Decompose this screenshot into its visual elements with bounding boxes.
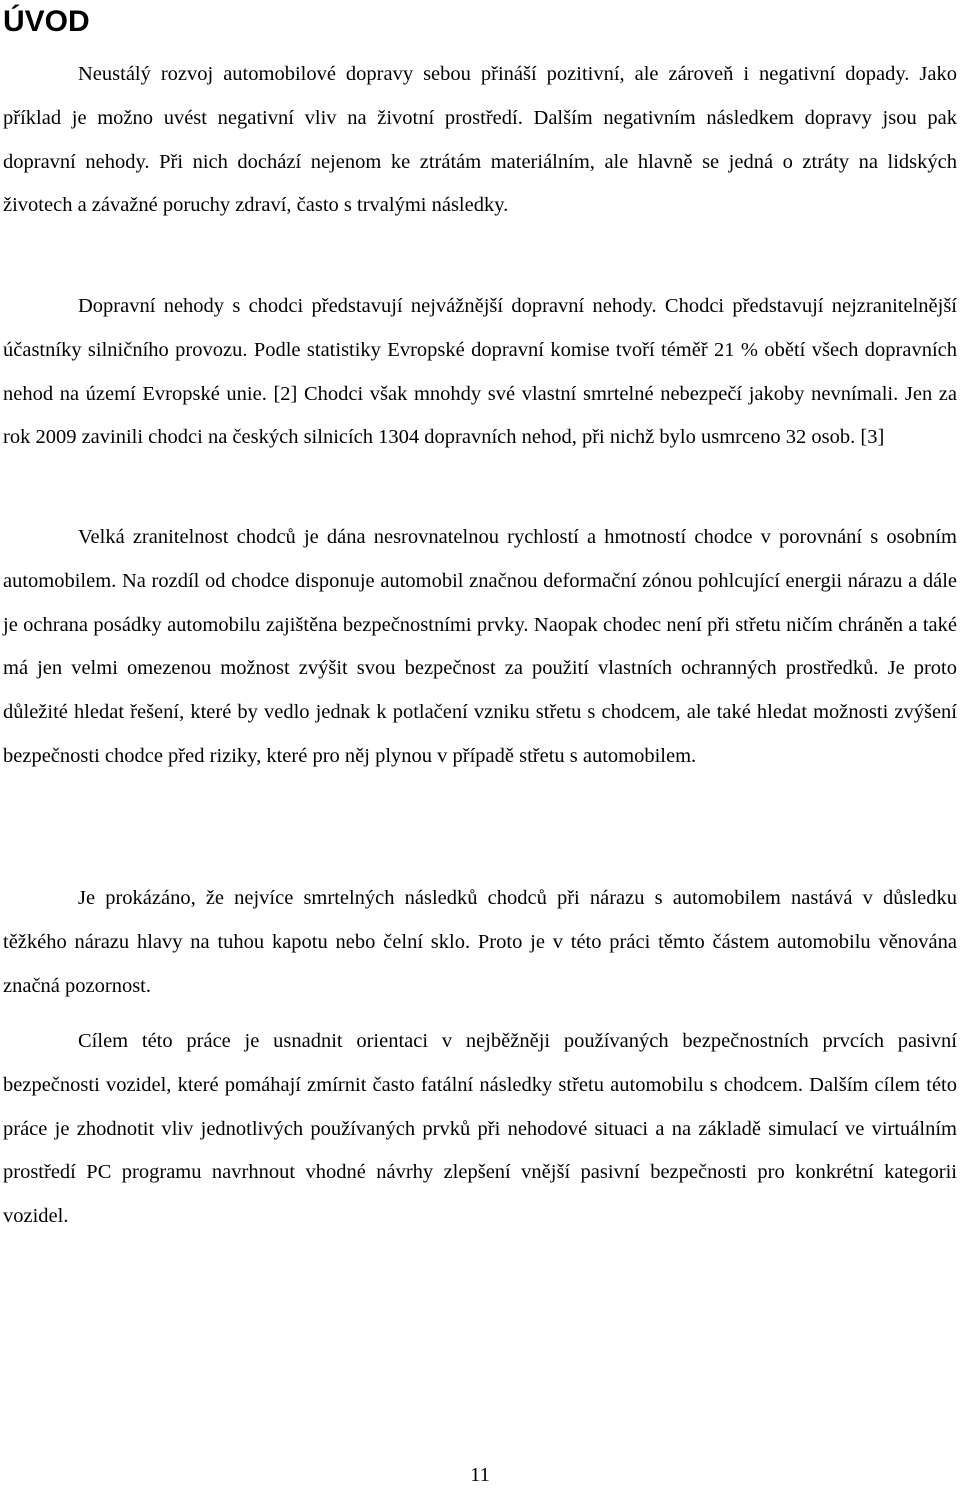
paragraph-pedestrian-accidents: Dopravní nehody s chodci představují nejvážnější dopravní nehody. Chodci představují nejzranitelnější účastníky silničního provozu. Podle statistiky Evropské dopravní komise tvoří téměř 21 % obětí všech dopravních nehod na území Evropské unie. [2] Chodci však mnohdy své vlastní smrtelné nebezpečí jakoby nevnímali. Jen za rok 2009 zavinili chodci na českých silnicích 1304 dopravních nehod, při nichž bylo usmrceno 32 osob. [3] [3,295,957,449]
paragraph-intro: Neustálý rozvoj automobilové dopravy sebou přináší pozitivní, ale zároveň i negativní dopady. Jako příklad je možno uvést negativní vliv na životní prostředí. Dalším negativním následkem dopravy jsou pak dopravní nehody. Při nich dochází nejenom ke ztrátám materiálním, ale hlavně se jedná o ztráty na lidských životech a závažné poruchy zdraví, často s trvalými následky. [3,63,957,217]
paragraph-vulnerability: Velká zranitelnost chodců je dána nesrovnatelnou rychlostí a hmotností chodce v porovnání s osobním automobilem. Na rozdíl od chodce disponuje automobil značnou deformační zónou pohlcující energii nárazu a dále je ochrana posádky automobilu zajištěna bezpečnostními prvky. Naopak chodec není při střetu ničím chráněn a také má jen velmi omezenou možnost zvýšit svou bezpečnost za použití vlastních ochranných prostředků. Je proto důležité hledat řešení, které by vedlo jednak k potlačení vzniku střetu s chodcem, ale také hledat možnosti zvýšení bezpečnosti chodce před riziky, které pro něj plynou v případě střetu s automobilem. [3,526,957,767]
section-heading: ÚVOD [3,5,90,38]
paragraph-goals: Cílem této práce je usnadnit orientaci v nejběžněji používaných bezpečnostních prvcích pasivní bezpečnosti vozidel, které pomáhají zmírnit často fatální následky střetu automobilu s chodcem. Dalším cílem této práce je zhodnotit vliv jednotlivých používaných prvků při nehodové situaci a na základě simulací ve virtuálním prostředí PC programu navrhnout vhodné návrhy zlepšení vnější pasivní bezpečnosti pro konkrétní kategorii vozidel. [3,1030,957,1228]
page-number: 11 [470,1464,490,1486]
paragraph-head-impact: Je prokázáno, že nejvíce smrtelných následků chodců při nárazu s automobilem nastává v důsledku těžkého nárazu hlavy na tuhou kapotu nebo čelní sklo. Proto je v této práci těmto částem automobilu věnována značná pozornost. [3,887,957,997]
